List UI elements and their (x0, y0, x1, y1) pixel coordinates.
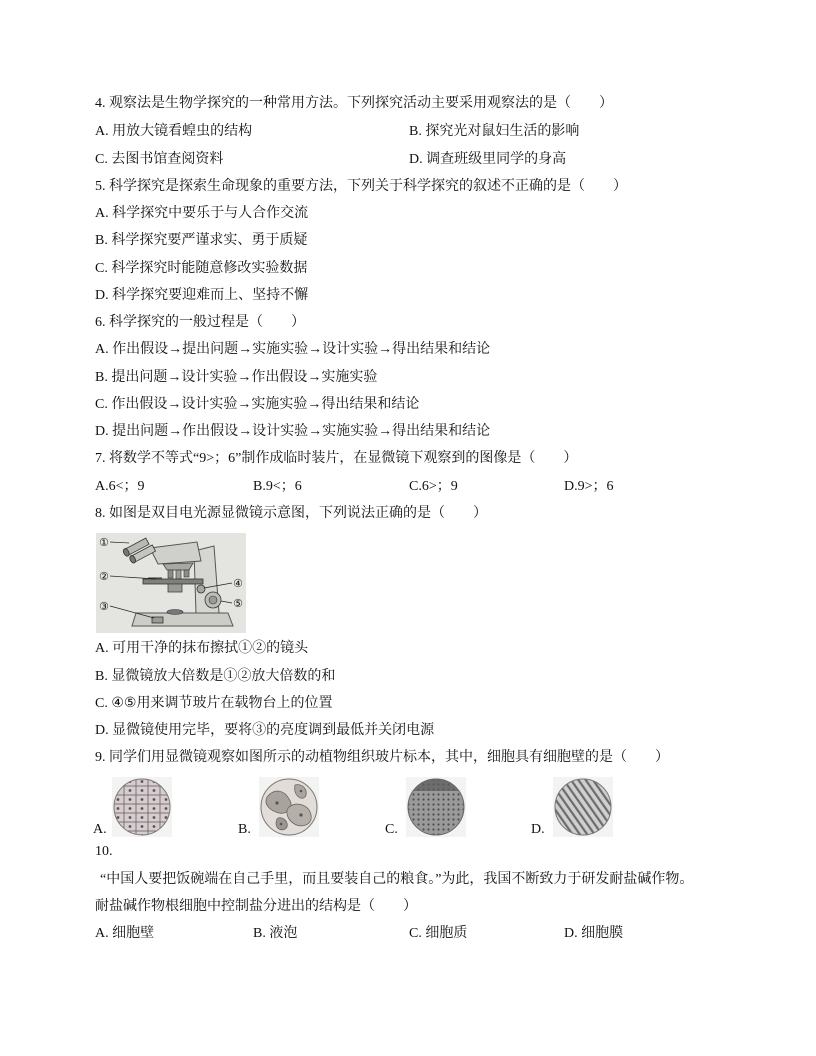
question-5-option-b: B. 科学探究要严谨求实、勇于质疑 (95, 233, 308, 248)
question-7-option-b: B.9<；6 (253, 479, 302, 494)
micrograph-c (406, 777, 466, 837)
question-9-label-b: B. (238, 822, 251, 837)
question-9-stem: 9. 同学们用显微镜观察如图所示的动植物组织玻片标本，其中，细胞具有细胞壁的是（ ） (95, 750, 669, 765)
question-10-option-d: D. 细胞膜 (564, 926, 624, 941)
question-5-stem: 5. 科学探究是探索生命现象的重要方法，下列关于科学探究的叙述不正确的是（ ） (95, 179, 627, 194)
stage-control-knob (197, 585, 205, 593)
question-6-option-a: A. 作出假设→提出问题→实施实验→设计实验→得出结果和结论 (95, 342, 491, 357)
figure-label-1: ① (99, 536, 109, 549)
question-5-option-a: A. 科学探究中要乐于与人合作交流 (95, 206, 309, 221)
question-7-stem: 7. 将数学不等式“9>；6”制作成临时装片，在显微镜下观察到的图像是（ ） (95, 451, 578, 466)
question-10-stem-line-2: 耐盐碱作物根细胞中控制盐分进出的结构是（ ） (95, 899, 417, 914)
question-4-option-d: D. 调查班级里同学的身高 (409, 152, 567, 167)
question-6-option-b: B. 提出问题→设计实验→作出假设→实施实验 (95, 370, 378, 385)
question-6-stem: 6. 科学探究的一般过程是（ ） (95, 315, 305, 330)
question-10-stem-line-1: “中国人要把饭碗端在自己手里，而且要装自己的粮食。”为此，我国不断致力于研发耐盐碱作物。 (100, 872, 694, 887)
question-6-option-c: C. 作出假设→设计实验→实施实验→得出结果和结论 (95, 397, 420, 412)
question-5-option-d: D. 科学探究要迎难而上、坚持不懈 (95, 288, 309, 303)
question-7-option-d: D.9>；6 (564, 479, 614, 494)
figure-label-2: ② (99, 570, 109, 583)
objective-lens (184, 570, 189, 577)
question-8-option-d: D. 显微镜使用完毕，要将③的亮度调到最低并关闭电源 (95, 723, 435, 738)
micrograph-a (112, 777, 172, 837)
question-6-option-d: D. 提出问题→作出假设→设计实验→实施实验→得出结果和结论 (95, 424, 491, 439)
stage (143, 579, 203, 584)
question-9-label-c: C. (385, 822, 398, 837)
figure-label-5: ⑤ (233, 597, 243, 610)
nosepiece (163, 563, 193, 570)
question-7-option-c: C.6>；9 (409, 479, 458, 494)
question-4-option-c: C. 去图书馆查阅资料 (95, 152, 224, 167)
microscope-base (132, 613, 233, 626)
objective-lens (168, 570, 173, 578)
question-7-option-a: A.6<；9 (95, 479, 145, 494)
question-8-option-a: A. 可用干净的抹布擦拭①②的镜头 (95, 641, 309, 656)
question-5-option-c: C. 科学探究时能随意修改实验数据 (95, 261, 308, 276)
question-10-option-a: A. 细胞壁 (95, 926, 155, 941)
question-9-label-d: D. (531, 822, 545, 837)
fine-focus-knob (209, 596, 217, 604)
micrograph-d (553, 777, 613, 837)
figure-label-3: ③ (99, 600, 109, 613)
condenser (168, 584, 182, 592)
objective-lens (176, 570, 181, 579)
question-10-number: 10. (95, 844, 113, 859)
question-9-label-a: A. (93, 822, 107, 837)
microscope-figure (96, 533, 246, 633)
question-8-option-b: B. 显微镜放大倍数是①②放大倍数的和 (95, 669, 336, 684)
light-source (167, 610, 183, 615)
micrograph-b (259, 777, 319, 837)
figure-label-4: ④ (233, 577, 243, 590)
question-8-stem: 8. 如图是双目电光源显微镜示意图，下列说法正确的是（ ） (95, 506, 487, 521)
question-4-stem: 4. 观察法是生物学探究的一种常用方法。下列探究活动主要采用观察法的是（ ） (95, 96, 613, 111)
question-4-option-a: A. 用放大镜看蝗虫的结构 (95, 124, 253, 139)
question-10-option-c: C. 细胞质 (409, 926, 468, 941)
question-8-option-c: C. ④⑤用来调节玻片在载物台上的位置 (95, 696, 333, 711)
question-4-option-b: B. 探究光对鼠妇生活的影响 (409, 124, 580, 139)
question-10-option-b: B. 液泡 (253, 926, 298, 941)
